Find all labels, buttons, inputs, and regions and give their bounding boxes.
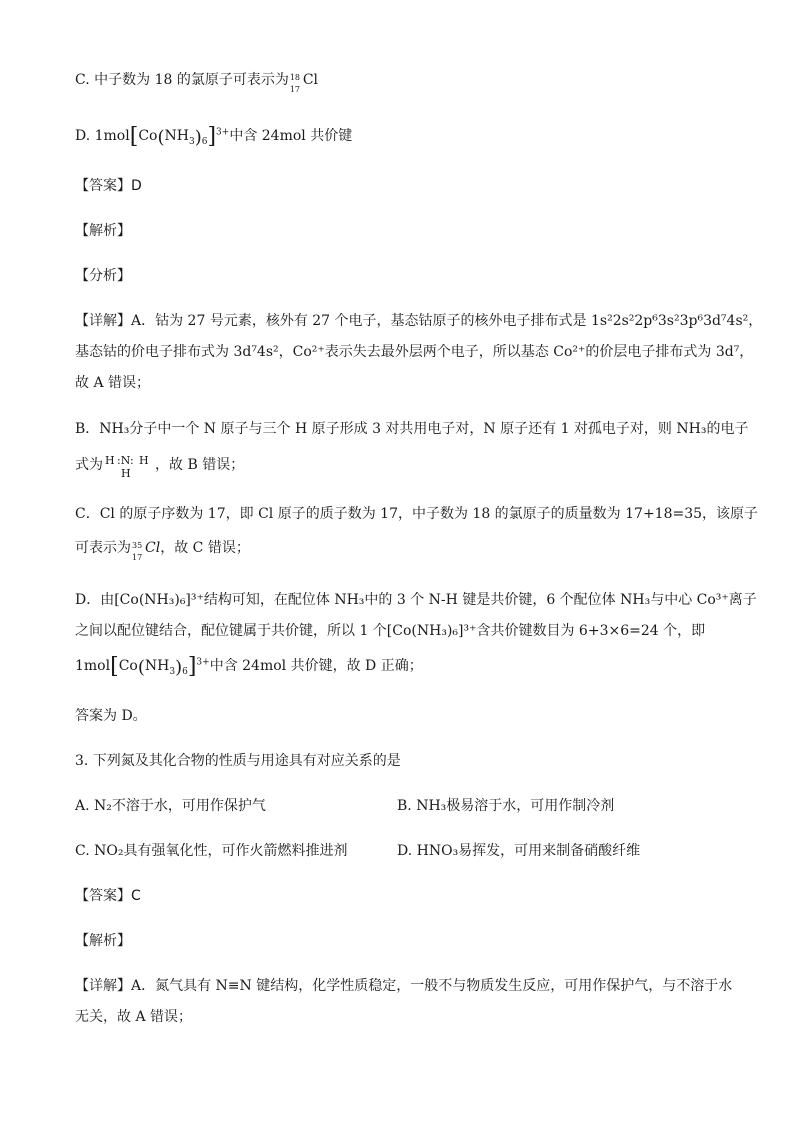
q3-option-b: B. NH₃极易溶于水，可用作制冷剂 [397,798,615,814]
detail-d-suffix: 中含 24mol 共价键，故 D 正确； [209,658,423,674]
atomic-number-17: 17 [132,553,143,562]
detail-c-line1: C．Cl 的原子序数为 17，即 Cl 原子的质子数为 17，中子数为 18 的氯原子的质量数为 17+18=35，该原子 [75,506,759,522]
atomic-number: 17 [289,85,301,94]
final-answer: 答案为 D。 [75,708,147,724]
detail-d-line1: D．由[Co(NH₃)₆]³⁺结构可知，在配位体 NH₃中的 3 个 N-H 键是共价键，6 个配位体 NH₃与中心 Co³⁺离子 [75,592,757,608]
detail-b-line2 [75,451,245,480]
element-symbol-cl: Cl [145,540,161,556]
detail-b-line1: B．NH₃分子中一个 N 原子与三个 H 原子形成 3 对共用电子对，N 原子还有 1 对孤电子对，则 NH₃的电子 [75,421,749,437]
mass-number: 18 [289,73,301,82]
detail2-a-line1: 【详解】A．氮气具有 N≡N 键结构，化学性质稳定，一般不与物质发生反应，可用作保护气，与不溶于水 [75,978,733,994]
complex-metal-2: Co [118,658,138,674]
complex-ligand-2: NH [144,658,170,674]
fenxi-label: 【分析】 [75,268,131,284]
isotope-notation-35 [132,538,144,562]
option-c [75,70,319,94]
detail-a-line2: 基态钴的价电子排布式为 3d⁷4s²，Co²⁺表示失去最外层两个电子，所以基态 Co²⁺的价层电子排布式为 3d⁷， [75,344,754,360]
lewis-h-right: H [139,454,149,467]
detail-c-suffix: ，故 C 错误； [160,540,250,556]
q3-option-a: A. N₂不溶于水，可用作保护气 [75,798,266,814]
lewis-n: :N: [117,454,134,467]
option-d: D. $1mol[Co(NH_3)_6]^{3+}$中含 24mol 共价键 [75,124,353,149]
element-symbol: Cl [302,72,319,88]
lewis-h-left: H [105,454,115,467]
detail-d-line3: $1mol[Co(NH_3)_6]^{3+}$中含 24mol 共价键，故 D 正确； [75,654,423,679]
ligand-subscript-2: 3 [169,666,176,677]
detail-d-prefix: 1mol [75,658,111,674]
answer-label-2: 【答案】C [75,888,141,904]
detail2-a-line2: 无关，故 A 错误； [75,1009,193,1025]
complex-charge: 3+ [216,127,230,138]
detail-a-line1: 【详解】A．钴为 27 号元素，核外有 27 个电子，基态钴原子的核外电子排布式是 1s²2s²2p⁶3s²3p⁶3d⁷4s²， [75,313,763,329]
ligand-subscript: 3 [188,136,195,147]
q3-option-c: C. NO₂具有强氧化性，可作火箭燃料推进剂 [75,843,348,859]
analysis-label-2: 【解析】 [75,933,131,949]
detail-b-suffix: ，故 B 错误； [155,457,245,473]
complex-ligand: NH [164,128,189,144]
option-c-text: C. 中子数为 18 的氯原子可表示为 [75,72,289,88]
detail-d-line2: 之间以配位键结合，配位键属于共价键，所以 1 个[Co(NH₃)₆]³⁺含共价键数目为 6+3×6=24 个，即 [75,623,706,639]
question-3: 3. 下列氮及其化合物的性质与用途具有对应关系的是 [75,753,401,769]
complex-charge-2: 3+ [196,657,210,668]
lewis-structure [103,451,155,480]
mass-number-35: 35 [132,541,143,550]
option-d-suffix: 中含 24mol 共价键 [229,128,353,144]
detail-c-prefix: 可表示为 [75,540,131,556]
analysis-label: 【解析】 [75,223,131,239]
option-d-prefix: D. 1mol [75,128,130,144]
isotope-notation [289,70,302,94]
lewis-h-bottom: H [121,467,131,480]
ligand-count: 6 [201,136,208,147]
detail-a-line3: 故 A 错误； [75,375,151,391]
detail-b-prefix: 式为 [75,457,103,473]
ligand-count-2: 6 [182,666,188,677]
q3-option-d: D. HNO₃易挥发，可用来制备硝酸纤维 [397,843,641,859]
detail-c-line2 [75,538,250,562]
answer-label: 【答案】D [75,178,142,194]
complex-metal: Co [138,128,158,144]
